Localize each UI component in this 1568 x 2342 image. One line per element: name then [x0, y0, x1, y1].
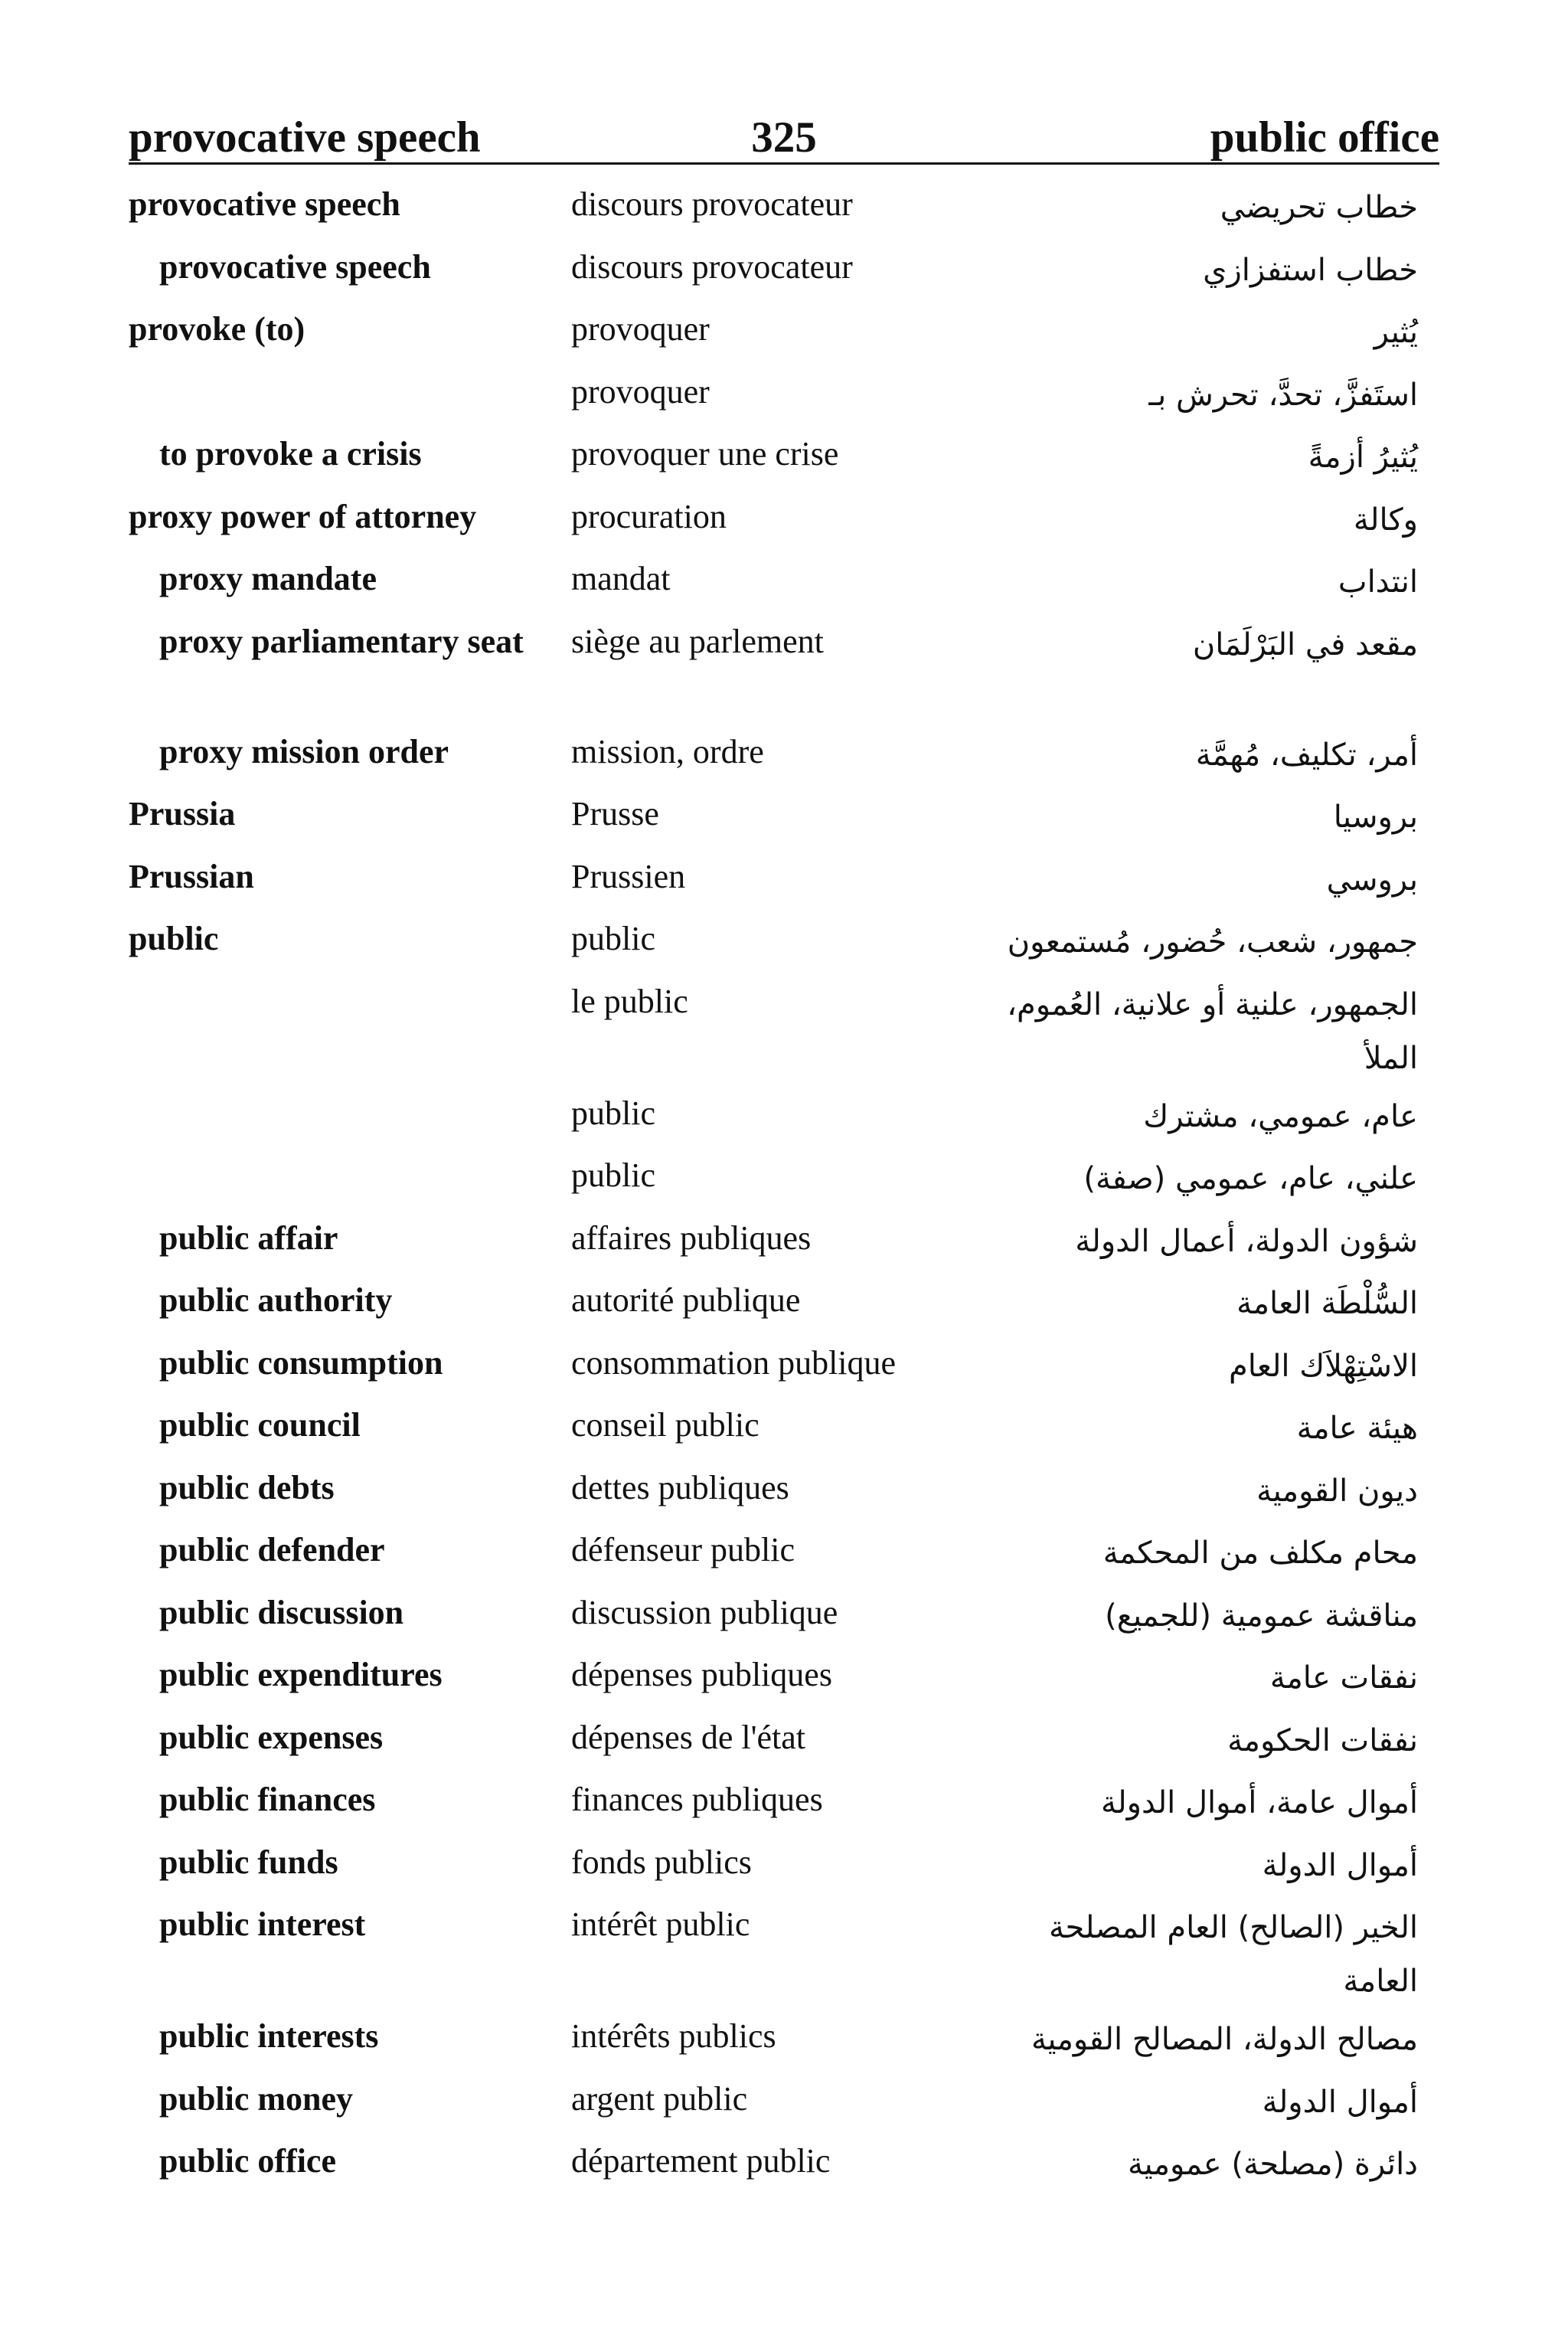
entry-row	[0, 721, 1568, 783]
french-term: le public	[571, 982, 688, 1020]
running-header	[129, 107, 1439, 168]
english-term: public interests	[159, 2017, 379, 2055]
entry-row	[0, 298, 1568, 361]
arabic-term: مصالح الدولة، المصالح القومية	[1031, 2022, 1418, 2057]
french-term: provoquer	[571, 310, 710, 348]
english-term: public	[129, 920, 219, 957]
english-term: Prussian	[129, 857, 254, 895]
english-term: provocative speech	[159, 247, 431, 286]
french-term: défenseur public	[571, 1531, 795, 1568]
french-term: autorité publique	[571, 1281, 801, 1319]
french-term: Prusse	[571, 795, 659, 832]
english-term: public interest	[159, 1905, 366, 1943]
arabic-term: مقعد في البَرْلَمَان	[1192, 626, 1418, 662]
arabic-term: عام، عمومي، مشترك	[1143, 1098, 1418, 1134]
french-term: siège au parlement	[571, 622, 824, 660]
french-term: intérêts publics	[571, 2017, 776, 2055]
entry-row	[0, 1457, 1568, 1519]
french-term: argent public	[571, 2079, 748, 2118]
arabic-term: الاسْتِهْلاَك العام	[1228, 1348, 1418, 1384]
english-term: public authority	[159, 1281, 393, 1319]
english-term: public consumption	[159, 1343, 443, 1382]
entry-row	[0, 2068, 1568, 2131]
arabic-term: بروسيا	[1333, 800, 1418, 835]
arabic-term: نفقات الحكومة	[1227, 1722, 1418, 1758]
french-term: public	[571, 920, 655, 957]
arabic-term: خطاب تحريضي	[1220, 190, 1418, 225]
english-term: public affair	[159, 1218, 338, 1257]
entry-row	[0, 2130, 1568, 2193]
arabic-term: علني، عام، عمومي (صفة)	[1083, 1161, 1418, 1196]
entry-row	[0, 1644, 1568, 1706]
french-term: procuration	[571, 497, 727, 535]
arabic-term: ديون القومية	[1256, 1473, 1418, 1509]
french-term: public	[571, 1156, 655, 1194]
english-term: public council	[159, 1406, 361, 1444]
arabic-term: يُثير	[1374, 315, 1418, 350]
entry-row	[0, 1144, 1568, 1207]
french-term: fonds publics	[571, 1843, 752, 1881]
english-term: Prussia	[129, 795, 236, 832]
arabic-term: استَفزَّ، تحدَّ، تحرش بـ	[1148, 377, 1418, 413]
entry-row	[0, 970, 1568, 1082]
arabic-term: الجمهور، علنية أو علانية، العُموم، الملأ	[1007, 986, 1418, 1076]
arabic-term: السُّلْطَة العامة	[1236, 1286, 1418, 1321]
english-term: public discussion	[159, 1593, 404, 1631]
english-term: proxy parliamentary seat	[159, 622, 524, 660]
arabic-term: أموال الدولة	[1262, 2084, 1418, 2120]
french-term: dettes publiques	[571, 1468, 789, 1506]
french-term: affaires publiques	[571, 1218, 812, 1257]
entry-row	[0, 1831, 1568, 1894]
arabic-term: الخير (الصالح) العام المصلحة العامة	[1049, 1910, 1418, 1999]
arabic-term: شؤون الدولة، أعمال الدولة	[1075, 1223, 1418, 1259]
entry-list	[0, 173, 1568, 2193]
english-term: proxy power of attorney	[129, 497, 477, 535]
english-term: public defender	[159, 1531, 385, 1568]
french-term: mandat	[571, 560, 671, 597]
english-term: public expenditures	[159, 1656, 443, 1693]
arabic-term: محام مكلف من المحكمة	[1102, 1536, 1418, 1571]
header-rule	[129, 162, 1439, 165]
header-last-entry: public office	[1210, 113, 1439, 162]
entry-row	[0, 2005, 1568, 2068]
french-term: provoquer une crise	[571, 435, 839, 473]
entry-row	[0, 1893, 1568, 2005]
english-term: provoke (to)	[129, 310, 305, 348]
french-term: discussion publique	[571, 1593, 838, 1631]
french-term: finances publiques	[571, 1781, 823, 1818]
entry-row	[0, 423, 1568, 486]
french-term: discours provocateur	[571, 185, 853, 223]
entry-row	[0, 1269, 1568, 1332]
entry-row	[0, 236, 1568, 299]
french-term: discours provocateur	[571, 247, 853, 286]
arabic-term: انتداب	[1338, 564, 1418, 600]
arabic-term: هيئة عامة	[1296, 1411, 1418, 1446]
arabic-term: جمهور، شعب، حُضور، مُستمعون	[1007, 924, 1418, 960]
entry-row	[0, 1519, 1568, 1582]
english-term: public expenses	[159, 1718, 384, 1756]
entry-row	[0, 173, 1568, 236]
french-term: provoquer	[571, 372, 710, 411]
entry-row	[0, 1332, 1568, 1395]
english-term: proxy mandate	[159, 560, 377, 597]
english-term: proxy mission order	[159, 732, 449, 770]
french-term: conseil public	[571, 1406, 760, 1444]
entry-row	[0, 1706, 1568, 1769]
entry-row	[0, 361, 1568, 424]
french-term: département public	[571, 2142, 831, 2180]
entry-row	[0, 783, 1568, 846]
arabic-term: مناقشة عمومية (للجميع)	[1105, 1598, 1418, 1634]
arabic-term: أمر، تكليف، مُهمَّة	[1195, 737, 1418, 773]
entry-row	[0, 610, 1568, 721]
entry-row	[0, 1582, 1568, 1644]
entry-row	[0, 486, 1568, 548]
english-term: public debts	[159, 1468, 335, 1506]
entry-row	[0, 908, 1568, 970]
arabic-term: نفقات عامة	[1269, 1660, 1418, 1696]
page-number: 325	[751, 113, 817, 162]
entry-row	[0, 548, 1568, 610]
entry-row	[0, 846, 1568, 908]
english-term: to provoke a crisis	[159, 435, 422, 473]
french-term: consommation publique	[571, 1343, 897, 1382]
arabic-term: بروسي	[1326, 862, 1418, 898]
arabic-term: أموال الدولة	[1262, 1847, 1418, 1883]
arabic-term: يُثيرُ أزمةً	[1308, 440, 1418, 475]
header-first-entry: provocative speech	[129, 113, 481, 162]
french-term: public	[571, 1094, 655, 1132]
english-term: public money	[159, 2079, 354, 2118]
english-term: public funds	[159, 1843, 338, 1881]
english-term: public finances	[159, 1781, 376, 1818]
french-term: intérêt public	[571, 1905, 750, 1943]
french-term: dépenses publiques	[571, 1656, 832, 1693]
french-term: Prussien	[571, 857, 686, 895]
arabic-term: وكالة	[1353, 502, 1418, 538]
arabic-term: أموال عامة، أموال الدولة	[1101, 1785, 1418, 1820]
arabic-term: خطاب استفزازي	[1203, 252, 1418, 288]
arabic-term: دائرة (مصلحة) عمومية	[1128, 2147, 1418, 2182]
entry-row	[0, 1082, 1568, 1145]
entry-row	[0, 1768, 1568, 1831]
english-term: provocative speech	[129, 185, 400, 223]
french-term: dépenses de l'état	[571, 1718, 806, 1756]
entry-row	[0, 1394, 1568, 1457]
english-term: public office	[159, 2142, 336, 2180]
entry-row	[0, 1207, 1568, 1270]
french-term: mission, ordre	[571, 732, 764, 770]
